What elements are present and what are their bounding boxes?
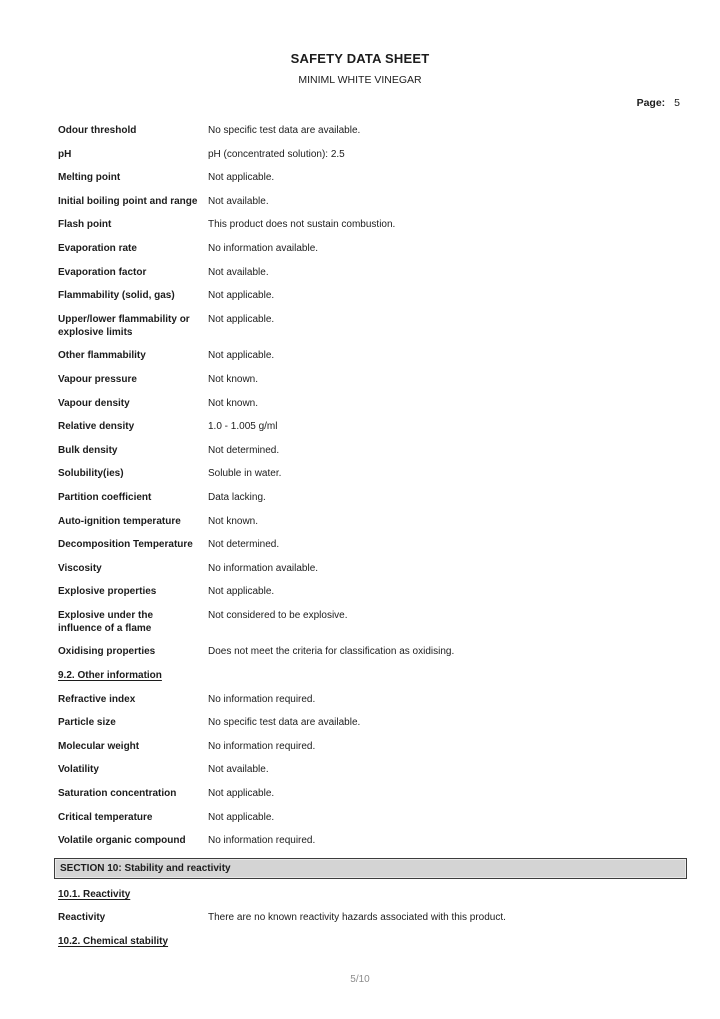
property-row xyxy=(58,242,683,255)
property-label: Critical temperature xyxy=(58,811,153,823)
property-row xyxy=(58,538,683,551)
property-row xyxy=(58,811,683,824)
property-value: No information required. xyxy=(208,693,316,705)
property-value: Not applicable. xyxy=(208,350,275,362)
property-label: Evaporation factor xyxy=(58,266,147,278)
property-value: Not available. xyxy=(208,764,269,776)
property-row xyxy=(58,266,683,279)
property-label: Relative density xyxy=(58,421,135,433)
property-value: Not known. xyxy=(208,397,259,409)
property-row xyxy=(58,195,683,208)
property-value: No information required. xyxy=(208,835,316,847)
property-label: Explosive properties xyxy=(58,586,157,598)
property-row xyxy=(58,562,683,575)
property-label: Viscosity xyxy=(58,562,102,574)
property-row xyxy=(58,444,683,457)
property-label: Volatile organic compound xyxy=(58,835,186,847)
property-value: No information available. xyxy=(208,562,319,574)
property-label: Saturation concentration xyxy=(58,788,177,800)
subsection-heading-10-1: 10.1. Reactivity xyxy=(58,888,131,900)
property-row xyxy=(58,911,683,924)
property-row xyxy=(58,349,683,362)
property-row xyxy=(58,609,683,635)
property-row xyxy=(58,397,683,410)
property-row xyxy=(58,420,683,433)
page-footer: 5/10 xyxy=(350,974,370,985)
property-row xyxy=(58,645,683,658)
property-label: Flammability (solid, gas) xyxy=(58,290,175,302)
property-value: Not applicable. xyxy=(208,788,275,800)
property-label: Flash point xyxy=(58,219,112,231)
property-value: This product does not sustain combustion. xyxy=(208,219,396,231)
property-row xyxy=(58,313,683,339)
property-row xyxy=(58,289,683,302)
property-value: Not applicable. xyxy=(208,172,275,184)
property-label: Particle size xyxy=(58,717,116,729)
property-label: Upper/lower flammability or explosive limits xyxy=(58,313,190,338)
subsection-heading-10-2: 10.2. Chemical stability xyxy=(58,936,169,947)
property-value: Not considered to be explosive. xyxy=(208,609,348,621)
property-value: Not available. xyxy=(208,195,269,207)
property-label: pH xyxy=(58,148,72,160)
property-row xyxy=(58,467,683,480)
property-row xyxy=(58,491,683,504)
property-label: Other flammability xyxy=(58,350,146,362)
property-label: Odour threshold xyxy=(58,125,137,136)
property-value: Soluble in water. xyxy=(208,468,282,480)
property-value: Not applicable. xyxy=(208,811,275,823)
property-label: Vapour density xyxy=(58,397,130,409)
property-row xyxy=(58,693,683,706)
property-value: 1.0 - 1.005 g/ml xyxy=(208,421,278,433)
property-label: Molecular weight xyxy=(58,740,140,752)
property-value: Not known. xyxy=(208,373,259,385)
property-row xyxy=(58,585,683,598)
property-row xyxy=(58,834,683,847)
property-row xyxy=(58,740,683,753)
property-value: Not applicable. xyxy=(208,313,275,325)
property-value: No specific test data are available. xyxy=(208,125,361,136)
property-row xyxy=(58,787,683,800)
page-indicator xyxy=(0,97,720,109)
other-information-list xyxy=(58,693,683,848)
property-label: Initial boiling point and range xyxy=(58,195,198,207)
property-row xyxy=(58,515,683,528)
property-value: There are no known reactivity hazards associated with this product. xyxy=(208,912,506,924)
property-label: Auto-ignition temperature xyxy=(58,515,181,527)
section-10-header: SECTION 10: Stability and reactivity xyxy=(54,858,687,879)
reactivity-list xyxy=(58,911,683,924)
product-name: MINIML WHITE VINEGAR xyxy=(298,74,422,86)
property-value: Not determined. xyxy=(208,444,280,456)
property-label: Bulk density xyxy=(58,444,118,456)
physical-properties-list xyxy=(58,124,683,658)
property-label: Melting point xyxy=(58,172,121,184)
property-label: Volatility xyxy=(58,764,99,776)
document-title: SAFETY DATA SHEET xyxy=(290,51,430,66)
property-value: pH (concentrated solution): 2.5 xyxy=(208,148,345,160)
property-row xyxy=(58,218,683,231)
document-body xyxy=(0,109,720,948)
property-value: Not applicable. xyxy=(208,290,275,302)
property-row xyxy=(58,763,683,776)
property-value: No information available. xyxy=(208,242,319,254)
property-label: Explosive under the influence of a flame xyxy=(58,609,154,634)
property-value: Does not meet the criteria for classification as oxidising. xyxy=(208,646,455,658)
property-row xyxy=(58,373,683,386)
property-row xyxy=(58,148,683,161)
property-value: Not known. xyxy=(208,515,259,527)
property-value: Data lacking. xyxy=(208,491,266,503)
property-row xyxy=(58,716,683,729)
property-value: Not determined. xyxy=(208,539,280,551)
property-value: Not applicable. xyxy=(208,586,275,598)
property-label: Reactivity xyxy=(58,912,106,924)
property-value: No information required. xyxy=(208,740,316,752)
property-row xyxy=(58,171,683,184)
property-label: Oxidising properties xyxy=(58,646,156,658)
property-label: Evaporation rate xyxy=(58,242,137,254)
property-row xyxy=(58,124,683,137)
property-label: Vapour pressure xyxy=(58,373,137,385)
property-label: Partition coefficient xyxy=(58,491,152,503)
subsection-heading-9-2: 9.2. Other information xyxy=(58,670,162,682)
property-label: Refractive index xyxy=(58,693,136,705)
page-label: Page: xyxy=(636,97,666,109)
page-number: 5 xyxy=(674,97,680,109)
property-value: Not available. xyxy=(208,266,269,278)
property-label: Solubility(ies) xyxy=(58,468,124,480)
property-label: Decomposition Temperature xyxy=(58,539,193,551)
property-value: No specific test data are available. xyxy=(208,717,361,729)
